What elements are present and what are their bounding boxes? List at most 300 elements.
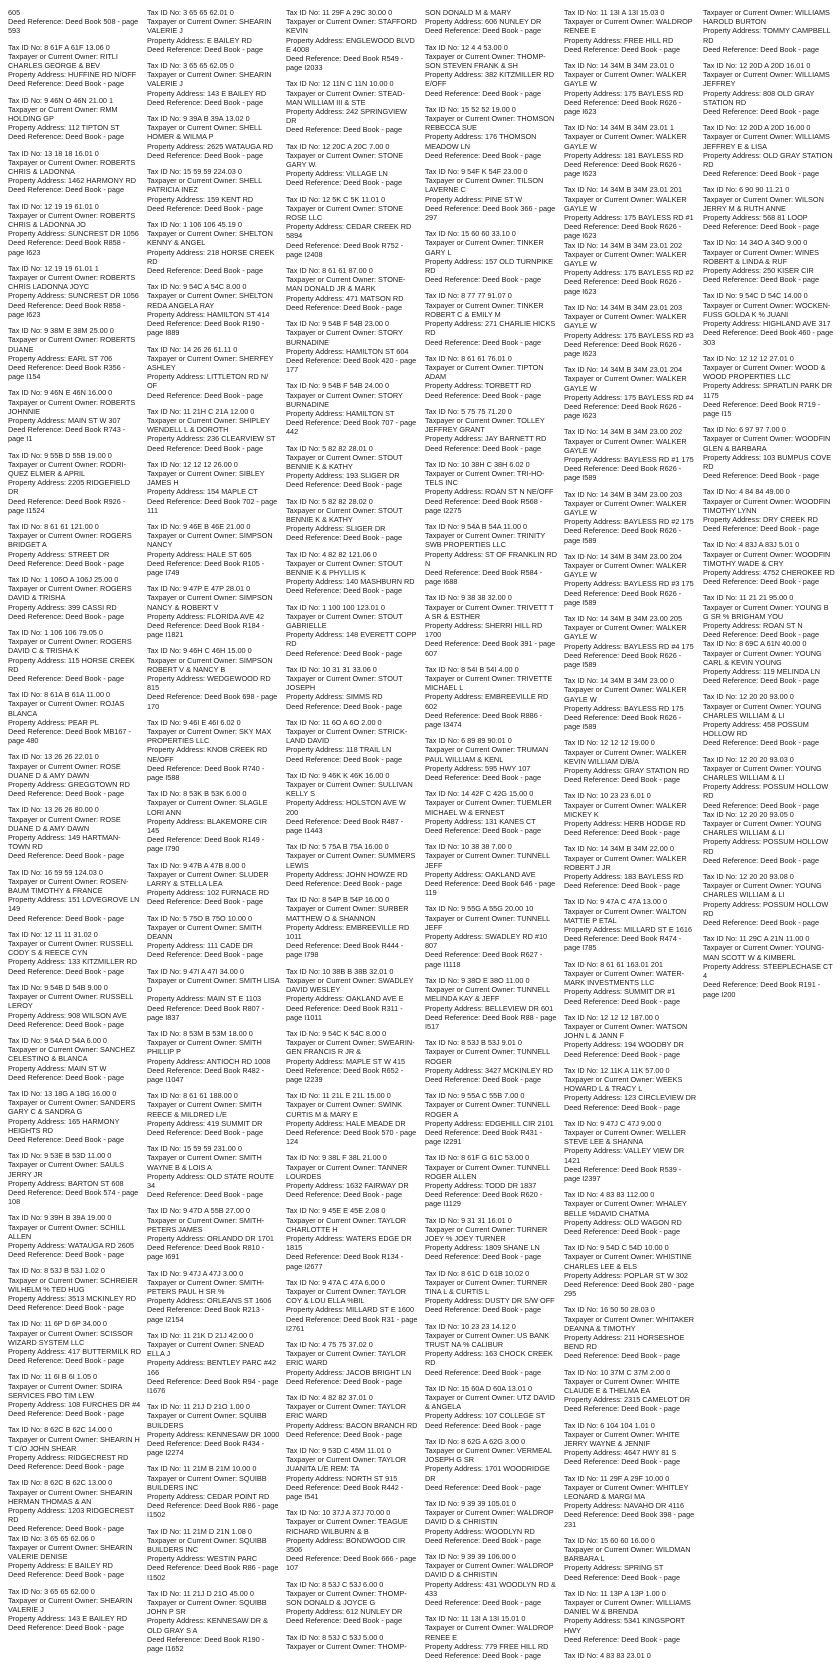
record-line: Deed Reference: Deed Book - page: [8, 558, 125, 568]
record-line: Property Address: WOODLYN RD: [425, 1526, 535, 1536]
tax-record: [425, 105, 558, 160]
record-line: Tax ID No: 14 34M B 34M 23.01 203: [564, 302, 683, 312]
record-line: Taxpayer or Current Owner: TRI-HO-TELS INC: [425, 468, 545, 488]
tax-record: [425, 1614, 558, 1660]
tax-record: [564, 365, 697, 420]
record-line: Property Address: SHERRI HILL RD 1700: [425, 620, 543, 640]
record-line: Property Address: 382 KITZMILLER RD E/OFF: [425, 70, 554, 89]
tax-record: [425, 354, 558, 400]
record-line: Property Address: WESTIN PARC: [147, 1554, 258, 1564]
record-line: Deed Reference: Deed Book - page: [8, 611, 125, 621]
record-line: Taxpayer or Current Owner: WALKER GAYLE W: [564, 436, 687, 455]
record-line: Taxpayer or Current Owner: SIMPSON ROBERT V & NANCY B: [147, 655, 273, 674]
record-line: Property Address: 151 LOVEGROVE LN 149: [8, 895, 140, 914]
tax-record: [425, 976, 558, 1031]
record-line: Taxpayer or Current Owner: TURNER JOEY % JOEY TURNER: [425, 1224, 548, 1243]
record-line: Deed Reference: Deed Book - page: [8, 1303, 125, 1313]
record-line: Tax ID No: 12 12 12 27.01 0: [703, 353, 794, 363]
record-line: Taxpayer or Current Owner: WOODFIN GLEN & BARBARA: [703, 434, 831, 453]
record-line: Property Address: BELLEVIEW DR 601: [425, 1003, 554, 1013]
tax-record: [147, 789, 280, 853]
tax-record: [425, 407, 558, 453]
record-line: Property Address: BAYLESS RD #1 175: [564, 454, 694, 464]
tax-record: [8, 1213, 141, 1259]
record-line: Tax ID No: 12 11K A 11K 57.00 0: [564, 1065, 670, 1075]
record-line: Deed Reference: Deed Book MB167 - page 480: [8, 727, 131, 746]
tax-record: [564, 427, 697, 482]
record-line: Property Address: BENTLEY PARC #42 166: [147, 1358, 277, 1377]
tax-record: [8, 1372, 141, 1418]
record-line: Tax ID No: 5 75 75 71.20 0: [425, 406, 512, 416]
record-line: Taxpayer or Current Owner: SCHILL ALLEN: [8, 1222, 126, 1241]
record-line: Deed Reference: Deed Book - page: [8, 185, 125, 195]
record-line: Taxpayer or Current Owner: ROSE DUANE D & AMY DAWN: [8, 761, 121, 780]
record-line: Taxpayer or Current Owner: WALDROP RENEE E: [564, 17, 693, 36]
tax-record: [286, 1206, 419, 1270]
record-line: Deed Reference: Deed Book 391 - page 607: [425, 639, 556, 658]
record-line: Tax ID No: 8 53K B 53K 6.00 0: [147, 789, 247, 799]
record-line: Property Address: KENNESAW DR & OLD GRAY S A: [147, 1616, 268, 1635]
record-line: Property Address: BLAKEMORE CIR 145: [147, 816, 268, 836]
record-line: Tax ID No: 8 61 61 188.00 0: [147, 1091, 238, 1101]
record-line: Deed Reference: Deed Book - page: [8, 789, 125, 799]
record-line: Deed Reference: Deed Book - page: [147, 390, 264, 400]
record-line: Tax ID No: 12 5K C 5K 11.01 0: [286, 194, 386, 204]
tax-record: [703, 593, 836, 685]
record-line: Tax ID No: 11 13I A 13I 15.03 0: [564, 8, 665, 17]
record-line: Taxpayer or Current Owner: TUNNELL MELINDA KAY & JEFF: [425, 985, 550, 1004]
tax-record: [703, 8, 836, 54]
tax-record: [564, 552, 697, 607]
record-line: Deed Reference: Deed Book - page: [425, 1420, 542, 1430]
record-line: Property Address: OAKLAND AVE: [425, 869, 536, 879]
record-line: Tax ID No: 11 21H C 21A 12.00 0: [147, 406, 255, 416]
record-line: Tax ID No: 12 20D A 20D 16.01 0: [703, 61, 811, 71]
record-line: Taxpayer or Current Owner: STOUT GABRIELLE: [286, 611, 403, 630]
record-line: Tax ID No: 1 100 100 123.01 0: [286, 602, 385, 612]
record-line: Property Address: NAVAHO DR 4116: [564, 1501, 685, 1511]
record-line: Deed Reference: Deed Book - page: [8, 1623, 125, 1633]
record-line: Deed Reference: Deed Book - page: [8, 1356, 125, 1366]
record-line: Tax ID No: 12 19 19 61.01 0: [8, 201, 99, 211]
record-line: Deed Reference: Deed Book - page: [703, 577, 820, 587]
record-line: Deed Reference: Deed Book R626 - page I623: [564, 277, 682, 296]
tax-record: [147, 345, 280, 400]
tax-record: [286, 195, 419, 259]
tax-record: [286, 8, 419, 72]
record-line: Deed Reference: Deed Book - page: [8, 1524, 125, 1534]
record-line: Property Address: 175 BAYLESS RD #1: [564, 213, 694, 223]
record-line: Deed Reference: Deed Book R190 - page I889: [147, 319, 265, 338]
record-line: Tax ID No: 10 37J A 37J 70.00 0: [286, 1508, 391, 1518]
tax-record: [8, 1425, 141, 1471]
record-line: Taxpayer or Current Owner: STOUT JOSEPH: [286, 674, 403, 693]
record-line: Taxpayer or Current Owner: SWEARIN-GEN FRANCIS R JR &: [286, 1038, 415, 1057]
tax-record: [564, 1243, 697, 1298]
record-line: Tax ID No: 9 55G A 55G 20.00 10: [425, 904, 534, 914]
record-line: Taxpayer or Current Owner: TILSON LAVERNE C: [425, 176, 544, 195]
record-line: Property Address: FLORIDA AVE 42: [147, 611, 265, 621]
record-line: Tax ID No: 9 53D C 45M 11.01 0: [286, 1446, 391, 1456]
listing-column-1: [8, 8, 141, 1640]
record-line: Taxpayer or Current Owner: WALTON MATTIE P ETAL: [564, 906, 687, 925]
record-line: Property Address: 471 MATSON RD: [286, 293, 404, 303]
record-line: Deed Reference: Deed Book - page: [286, 533, 403, 543]
record-line: Tax ID No: 14 26 26 61.11 0: [147, 344, 238, 354]
record-line: Property Address: EMBREEVILLE RD 602: [425, 692, 549, 711]
record-line: Deed Reference: Deed Book - page: [564, 44, 681, 54]
record-line: Deed Reference: Deed Book - page: [425, 773, 542, 783]
record-line: Taxpayer or Current Owner: WHITLEY LEONARD & MARGI MA: [564, 1482, 689, 1502]
record-line: Tax ID No: 11 6P D 6P 34.00 0: [8, 1319, 107, 1329]
tax-record: [8, 930, 141, 976]
record-line: Taxpayer or Current Owner: SHEARIN VALERIE J: [147, 17, 272, 36]
record-line: Deed Reference: Deed Book - page: [8, 1462, 125, 1472]
record-line: Tax ID No: 8 54P B 54P 16.00 0: [286, 895, 390, 905]
record-line: Property Address: POSSUM HOLLOW RD: [703, 782, 829, 801]
record-line: Deed Reference: Deed Book - page: [8, 966, 125, 976]
record-line: Tax ID No: 12 20 20 93.00 0: [703, 692, 794, 702]
tax-record: [286, 895, 419, 959]
record-line: Taxpayer or Current Owner: SMITH REECE & MILDRED L/E: [147, 1100, 262, 1119]
tax-record: [8, 8, 141, 36]
record-line: Taxpayer or Current Owner: WALKER MICKEY K: [564, 800, 687, 819]
record-line: Tax ID No: 9 38L F 38L 21.00 0: [286, 1153, 387, 1163]
record-line: Tax ID No: 13 26 26 80.00 0: [8, 805, 99, 815]
record-line: Deed Reference: Deed Book R94 - page I1676: [147, 1376, 279, 1396]
record-line: Taxpayer or Current Owner: WALKER GAYLE W: [564, 249, 687, 269]
tax-record: [147, 861, 280, 907]
tax-record: [147, 1331, 280, 1395]
record-line: Taxpayer or Current Owner: WHISTINE CHARLES LEE & ELS: [564, 1252, 692, 1271]
record-line: Deed Reference: Deed Book - page: [286, 754, 403, 764]
record-line: Taxpayer or Current Owner: WALKER GAYLE W: [564, 685, 687, 704]
record-line: Deed Reference: Deed Book R858 - page I623: [8, 238, 126, 257]
record-line: Property Address: 271 CHARLIE HICKS RD: [425, 319, 556, 338]
record-line: Property Address: VALLEY VIEW DR 1421: [564, 1146, 685, 1165]
record-line: Deed Reference: Deed Book - page: [8, 132, 125, 142]
record-line: Deed Reference: Deed Book - page: [703, 800, 820, 810]
record-line: Tax ID No: 9 47J A 47J 3.00 0: [147, 1268, 244, 1278]
record-line: Tax ID No: 11 21M B 21M 10.00 0: [147, 1464, 257, 1474]
record-line: Property Address: 399 CASSI RD: [8, 602, 117, 612]
tax-record: [8, 690, 141, 745]
record-line: Property Address: 107 COLLEGE ST: [425, 1411, 546, 1421]
record-line: Taxpayer or Current Owner: THOMP-: [286, 1641, 407, 1651]
record-line: Property Address: 1701 WOODRIDGE DR: [425, 1464, 550, 1483]
tax-record: [425, 1038, 558, 1084]
record-line: Tax ID No: 8 77 77 91.07 0: [425, 291, 512, 301]
record-line: Property Address: 143 E BAILEY RD: [8, 1614, 128, 1624]
record-line: Tax ID No: 9 39A B 39A 13.02 0: [147, 114, 250, 124]
record-line: Deed Reference: Deed Book - page: [703, 471, 820, 481]
record-line: Taxpayer or Current Owner: WILLIAMS HAROLD BURTON: [703, 8, 830, 27]
record-line: Taxpayer or Current Owner: TUNNELL JEFF: [425, 913, 550, 932]
tax-record: [425, 1322, 558, 1377]
record-line: Tax ID No: 9 54C K 54C 8.00 0: [286, 1028, 387, 1038]
record-line: Deed Reference: Deed Book - page: [8, 674, 125, 683]
record-line: Property Address: HAMILTON ST 414: [147, 309, 270, 319]
record-line: Taxpayer or Current Owner: SHELL HOMER & WILMA P: [147, 123, 262, 142]
record-line: Deed Reference: Deed Book R134 - page I2677: [286, 1252, 404, 1271]
record-line: Taxpayer or Current Owner: YOUNG CARL & KEVIN YOUNG: [703, 648, 822, 667]
tax-record: [564, 1066, 697, 1112]
record-line: Deed Reference: Deed Book R568 - page I2275: [425, 496, 543, 515]
record-line: Deed Reference: Deed Book R149 - page I790: [147, 835, 265, 854]
record-line: Property Address: OLD GRAY STATION RD: [703, 150, 833, 170]
tax-record: [425, 1552, 558, 1607]
tax-record: [564, 490, 697, 545]
record-line: Property Address: 2205 RIDGEFIELD DR: [8, 478, 131, 497]
record-line: Taxpayer or Current Owner: YOUNG CHARLES WILLIAM & LI: [703, 881, 822, 900]
listing-column-4: [425, 8, 558, 1667]
record-line: Deed Reference: Deed Book R626 - page I623: [564, 222, 682, 241]
record-line: Deed Reference: Deed Book - page: [564, 1102, 681, 1112]
record-line: Property Address: DUSTY DR S/W OFF: [425, 1296, 555, 1306]
record-line: Taxpayer or Current Owner: TAYLOR ERIC WARD: [286, 1349, 407, 1368]
record-line: Deed Reference: Deed Book R105 - page I749: [147, 558, 265, 577]
record-line: Deed Reference: Deed Book - page: [425, 443, 542, 453]
record-line: Deed Reference: Deed Book - page: [147, 1127, 264, 1137]
tax-record: [564, 1119, 697, 1183]
record-line: Property Address: TORBETT RD: [425, 381, 532, 391]
record-line: Taxpayer or Current Owner: TUEMLER MICHAEL W & ERNEST: [425, 798, 552, 817]
record-line: Taxpayer or Current Owner: RITLI CHARLES GEORGE & BEV: [8, 51, 118, 71]
record-line: Property Address: MILLARD ST E 1600: [286, 1305, 415, 1315]
record-line: Property Address: 1203 RIDGECREST RD: [8, 1506, 134, 1525]
record-line: Deed Reference: Deed Book 280 - page 295: [564, 1279, 695, 1299]
record-line: Taxpayer or Current Owner: WINES ROBERT & LINDA & RUF: [703, 247, 819, 266]
record-line: Property Address: WATAUGA RD 2605: [8, 1240, 134, 1250]
record-line: Deed Reference: Deed Book - page: [425, 1305, 542, 1315]
record-line: Tax ID No: 14 34M B 34M 23.01 1: [564, 123, 674, 133]
record-line: Property Address: 908 WILSON AVE: [8, 1010, 127, 1020]
record-line: Deed Reference: Deed Book - page: [703, 676, 820, 686]
record-line: Property Address: 119 MELINDA LN: [703, 667, 821, 676]
record-line: Taxpayer or Current Owner: ROBERTS CHRIS & LADONNA: [8, 157, 136, 177]
record-line: Tax ID No: 6 90 90 11.21 0: [703, 185, 790, 195]
record-line: Tax ID No: 5 82 82 28.02 0: [286, 496, 373, 506]
record-line: Taxpayer or Current Owner: SANDERS GARY C & SANDRA G: [8, 1098, 136, 1117]
tax-record: [147, 220, 280, 275]
record-line: Taxpayer or Current Owner: SHEARIN VALERIE J: [147, 70, 272, 89]
record-line: Property Address: 1632 FAIRWAY DR: [286, 1180, 409, 1190]
tax-record: [703, 61, 836, 116]
record-line: Property Address: STREET DR: [8, 549, 110, 559]
record-line: Property Address: 183 BAYLESS RD: [564, 872, 684, 882]
record-line: Deed Reference: Deed Book - page: [147, 203, 264, 213]
record-line: Property Address: HAMILTON ST 604: [286, 346, 409, 356]
record-line: Property Address: 3427 MCKINLEY RD: [425, 1065, 554, 1075]
record-line: Taxpayer or Current Owner: TUNNELL ROGER A: [425, 1100, 550, 1119]
record-line: Taxpayer or Current Owner: WALKER GAYLE W: [564, 560, 687, 580]
record-line: Deed Reference: Deed Book - page: [147, 266, 264, 276]
record-line: Property Address: 606 NUNLEY DR: [425, 17, 542, 27]
record-line: Deed Reference: Deed Book R86 - page I1502: [147, 1563, 279, 1582]
record-line: Taxpayer or Current Owner: WELLER STEVE LEE & SHANNA: [564, 1127, 687, 1147]
record-line: Property Address: 417 BUTTERMILK RD: [8, 1347, 142, 1356]
tax-record: [147, 114, 280, 160]
record-line: Tax ID No: 9 54C D 54C 14.00 0: [703, 291, 808, 301]
record-line: Property Address: TODD DR 1837: [425, 1180, 537, 1190]
record-line: Deed Reference: Deed Book R626 - page I623: [564, 97, 682, 117]
listing-column-2: [147, 8, 280, 1660]
tax-record: [8, 522, 141, 568]
record-line: Property Address: BAYLESS RD 175: [564, 703, 684, 713]
record-line: Property Address: 1809 SHANE LN: [425, 1243, 540, 1253]
record-line: Deed Reference: Deed Book - page: [425, 1482, 542, 1492]
tax-record: [564, 1305, 697, 1360]
record-line: Taxpayer or Current Owner: SHEARIN HERMAN THOMAS & AN: [8, 1487, 133, 1506]
record-line: Tax ID No: 14 34O A 34O 9.00 0: [703, 238, 808, 248]
record-line: Taxpayer or Current Owner: RUSSELL CODY S & REECE CYN: [8, 939, 134, 958]
tax-record: [425, 1091, 558, 1146]
record-line: Tax ID No: 8 61 61 163.01 201: [564, 959, 663, 969]
record-line: Tax ID No: 13 26 26 22.01 0: [8, 752, 99, 762]
record-line: Taxpayer or Current Owner: SIMPSON NANCY: [147, 531, 273, 550]
record-line: Tax ID No: 8 61F G 61C 53.00 0: [425, 1153, 530, 1163]
tax-record: [703, 291, 836, 346]
tax-record: [425, 842, 558, 897]
record-line: Taxpayer or Current Owner: THOMP-SON STEVEN FRANK & SH: [425, 51, 546, 71]
tax-record: [564, 791, 697, 837]
record-line: Property Address: MAIN ST W: [8, 1063, 107, 1073]
record-line: Property Address: OLD WAGON RD: [564, 1217, 682, 1227]
record-line: Taxpayer or Current Owner: TUNNELL ROGER ALLEN: [425, 1162, 550, 1181]
record-line: Property Address: HAMILTON ST: [286, 408, 395, 418]
tax-record: [147, 8, 280, 54]
record-line: Tax ID No: 9 46I E 46I 6.02 0: [147, 717, 241, 727]
tax-record: [147, 1091, 280, 1137]
record-line: Property Address: 131 KANES CT: [425, 816, 536, 826]
record-line: Tax ID No: 15 60A D 60A 13.01 0: [425, 1383, 533, 1393]
tax-record: [286, 1153, 419, 1199]
record-line: Deed Reference: Deed Book R549 - page I2033: [286, 54, 404, 73]
record-line: Tax ID No: 8 62G A 62G 3.00 0: [425, 1436, 526, 1446]
tax-record: [8, 805, 141, 860]
record-line: Tax ID No: 12 19 19 61.01 1: [8, 263, 99, 273]
record-line: Taxpayer or Current Owner: SANCHEZ CELESTINO & BLANCA: [8, 1045, 135, 1064]
record-line: Deed Reference: Deed Book - page: [425, 337, 542, 347]
record-line: Tax ID No: 3 65 65 62.01 0: [147, 8, 234, 17]
record-line: Deed Reference: Deed Book - page: [286, 879, 403, 889]
tax-record: [286, 444, 419, 490]
record-line: Tax ID No: 9 38 38 32.00 0: [425, 593, 512, 603]
record-line: Property Address: 102 FURNACE RD: [147, 888, 270, 898]
tax-record: [147, 460, 280, 515]
record-line: Deed Reference: Deed Book 570 - page 124: [286, 1127, 417, 1147]
tax-record: [425, 1437, 558, 1492]
record-line: Property Address: JACOB BRIGHT LN: [286, 1367, 412, 1377]
record-line: Deed Reference: Deed Book R184 - page I1821: [147, 620, 265, 640]
record-line: Taxpayer or Current Owner: SQUIBB BUILDERS INC: [147, 1535, 267, 1555]
record-line: Tax ID No: 8 53M B 53M 18.00 0: [147, 1028, 253, 1038]
record-line: Taxpayer or Current Owner: SMITH-PETERS PAUL H SR %: [147, 1277, 265, 1296]
tax-record: [425, 789, 558, 835]
record-line: Tax ID No: 12 12 12 187.00 0: [564, 1012, 659, 1022]
record-line: Deed Reference: Deed Book 666 - page 107: [286, 1554, 417, 1573]
record-line: Taxpayer or Current Owner: TINKER GARY L: [425, 238, 544, 257]
record-line: Taxpayer or Current Owner: STORY BURNADINE: [286, 328, 403, 347]
record-line: Property Address: 159 KENT RD: [147, 194, 254, 204]
tax-record: [703, 238, 836, 284]
record-line: Property Address: 3513 MCKINLEY RD: [8, 1293, 137, 1303]
record-line: Deed Reference: Deed Book - page: [8, 1072, 125, 1082]
record-line: Deed Reference: Deed Book - page: [564, 828, 681, 838]
record-line: Taxpayer or Current Owner: SMITH PHILLIP P: [147, 1038, 262, 1057]
record-line: Tax ID No: 12 20C A 20C 7.00 0: [286, 141, 390, 151]
record-line: Tax ID No: 4 83 83 23.01 0: [564, 1651, 651, 1661]
record-line: Deed Reference: Deed Book - page: [703, 169, 820, 179]
record-line: Deed Reference: Deed Book R620 - page I1129: [425, 1190, 543, 1209]
record-line: Deed Reference: Deed Book R810 - page I691: [147, 1243, 265, 1262]
tax-record: [703, 872, 836, 927]
record-line: Deed Reference: Deed Book - page: [564, 775, 681, 785]
record-line: Property Address: 123 CIRCLEVIEW DR: [564, 1093, 697, 1103]
record-line: Deed Reference: Deed Book - page: [703, 524, 820, 534]
tax-record: [8, 264, 141, 319]
tax-record: [286, 603, 419, 658]
record-line: Property Address: 108 FURCHES DR #4: [8, 1400, 141, 1410]
record-line: Property Address: POSSUM HOLLOW RD: [703, 837, 829, 856]
tax-record: [564, 960, 697, 1006]
record-line: Deed Reference: Deed Book R431 - page I2291: [425, 1127, 543, 1147]
record-line: Property Address: 115 HORSE CREEK RD: [8, 655, 135, 674]
tax-record: [425, 43, 558, 98]
record-line: Property Address: 4647 HWY 81 S: [564, 1448, 677, 1458]
record-line: Deed Reference: Deed Book R482 - page I1047: [147, 1065, 265, 1084]
record-line: Property Address: ST OF FRANKLIN RD N: [425, 549, 558, 568]
record-line: Taxpayer or Current Owner: TEAGUE RICHARD WILBURN & B: [286, 1517, 408, 1536]
record-line: Tax ID No: 9 46H C 46H 15.00 0: [147, 646, 252, 656]
tax-record: [147, 167, 280, 213]
record-line: Tax ID No: 8 53J B 53J 1.02 0: [8, 1266, 105, 1276]
record-line: Property Address: 163 CHOCK CREEK RD: [425, 1349, 553, 1368]
record-line: Deed Reference: Deed Book R442 - page I541: [286, 1482, 404, 1502]
record-line: Property Address: 2315 CAMELOT DR: [564, 1395, 690, 1405]
record-line: Deed Reference: Deed Book - page: [425, 1651, 542, 1661]
record-line: Property Address: MILLARD ST E 1616: [564, 925, 693, 935]
record-line: Deed Reference: Deed Book - page: [425, 1535, 542, 1545]
record-line: Tax ID No: 11 29F A 29F 10.00 0: [564, 1473, 670, 1483]
record-line: Tax ID No: 12 20 20 93.03 0: [703, 754, 794, 764]
record-line: Taxpayer or Current Owner: WHITE CLAUDE E & THELMA EA: [564, 1376, 680, 1396]
record-line: Property Address: 612 NUNLEY DR: [286, 1607, 403, 1617]
record-line: Taxpayer or Current Owner: YOUNG CHARLES WILLIAM & LI: [703, 701, 822, 720]
record-line: Tax ID No: 14 34M B 34M 23.00 202: [564, 427, 683, 437]
tax-record: [425, 593, 558, 657]
record-line: Tax ID No: 5 75A B 75A 16.00 0: [286, 842, 389, 852]
record-line: Property Address: SPRING ST: [564, 1563, 664, 1573]
tax-record: [564, 1190, 697, 1236]
record-line: Property Address: 568 81 LOOP: [703, 213, 808, 223]
record-line: Property Address: WEDGEWOOD RD 815: [147, 674, 271, 693]
tax-record: [703, 354, 836, 418]
record-line: Tax ID No: 12 20D A 20D 16.00 0: [703, 123, 811, 133]
tax-record: [425, 665, 558, 729]
record-line: Deed Reference: Deed Book - page: [147, 897, 264, 907]
record-line: Tax ID No: 11 29C A 21N 11.00 0: [703, 934, 810, 944]
record-line: Property Address: MAIN ST E 1103: [147, 994, 262, 1004]
record-line: Property Address: 181 BAYLESS RD: [564, 150, 684, 160]
record-line: Deed Reference: Deed Book R311 - page I1011: [286, 1003, 403, 1022]
record-line: Tax ID No: 9 54A D 54A 6.00 0: [8, 1035, 107, 1045]
record-line: Property Address: 111 CADE DR: [147, 941, 253, 951]
record-line: Property Address: CEDAR CREEK RD 5894: [286, 222, 412, 241]
tax-record: [286, 1340, 419, 1386]
record-line: Deed Reference: Deed Book - page: [425, 1252, 542, 1262]
record-line: Deed Reference: Deed Book R807 - page I837: [147, 1003, 265, 1022]
